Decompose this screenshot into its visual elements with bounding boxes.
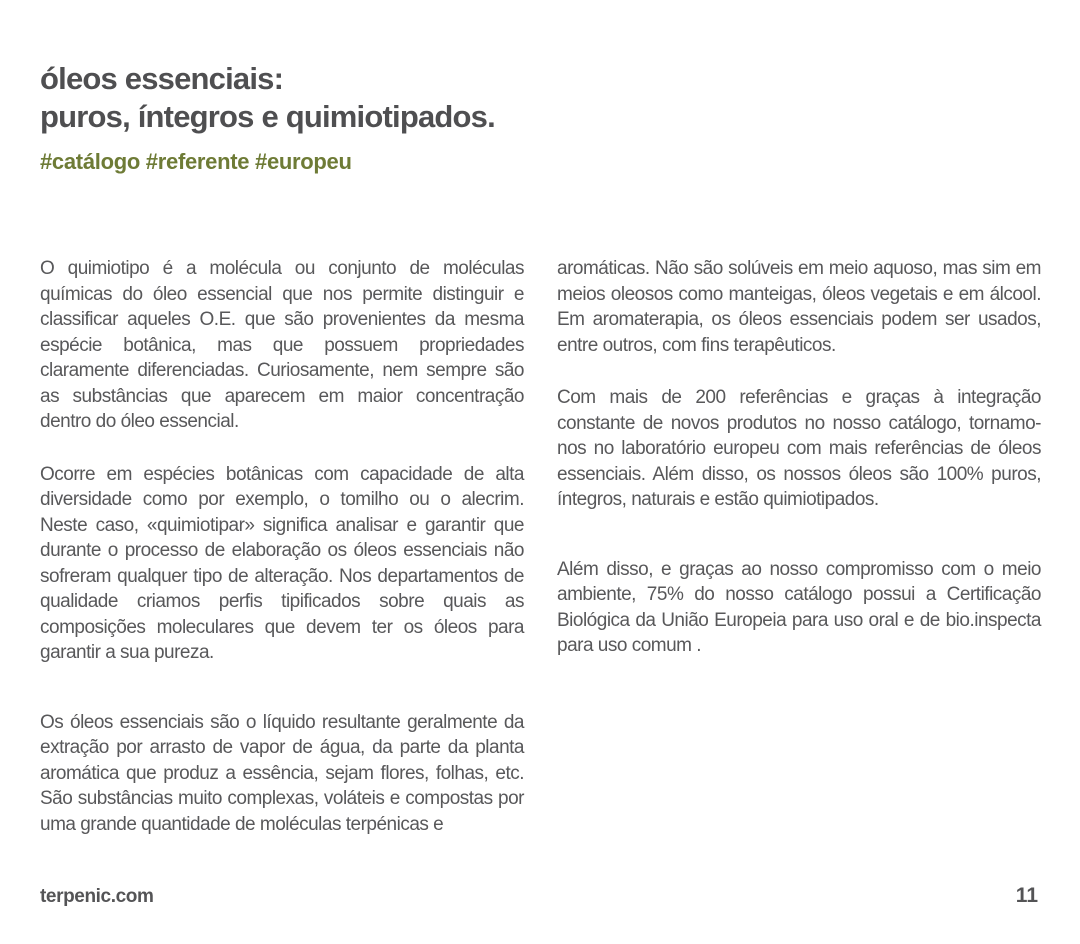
right-column: [557, 256, 1041, 837]
body-paragraph: Os óleos essenciais são o líquido resultante geralmente da extração por arrasto de vapor de água, da parte da planta aromática que produz a essência, sejam flores, folhas, etc. São substâncias muito complexas, voláteis e compostas por uma grande quantidade de moléculas terpénicas e: [40, 711, 524, 835]
body-columns: [40, 256, 1041, 837]
page-footer: [40, 884, 1038, 908]
hashtag-line: #catálogo #referente #europeu: [40, 149, 352, 174]
body-paragraph: Com mais de 200 referências e graças à integração constante de novos produtos no nosso catálogo, tornamo-nos no laboratório europeu com mais referências de óleos essenciais. Além disso, os nossos óleos são 100% puros, íntegros, naturais e estão quimiotipados.: [557, 387, 1041, 510]
page-title-line1: óleos essenciais:: [40, 61, 284, 96]
body-paragraph: aromáticas. Não são solúveis em meio aquoso, mas sim em meios oleosos como manteigas, óleos vegetais e em álcool. Em aromaterapia, os óleos essenciais podem ser usados, entre outros, com fins terapêuticos.: [557, 258, 1041, 356]
body-paragraph: O quimiotipo é a molécula ou conjunto de moléculas químicas do óleo essencial que nos permite distinguir e classificar aqueles O.E. que são provenientes da mesma espécie botânica, mas que possuem propriedades claramente diferenciadas. Curiosamente, nem sempre são as substâncias que aparecem em maior concentração dentro do óleo essencial.: [40, 258, 524, 432]
body-paragraph: Ocorre em espécies botânicas com capacidade de alta diversidade como por exemplo, o tomilho ou o alecrim. Neste caso, «quimiotipar» significa analisar e garantir que durante o processo de elaboração os óleos essenciais não sofreram qualquer tipo de alteração. Nos departamentos de qualidade criamos perfis tipificados sobre quais as composições moleculares que devem ter os óleos para garantir a sua pureza.: [40, 463, 524, 663]
left-column: [40, 256, 524, 837]
footer-site-url: terpenic.com: [40, 886, 154, 907]
body-paragraph: Além disso, e graças ao nosso compromisso com o meio ambiente, 75% do nosso catálogo possui a Certificação Biológica da União Europeia para uso oral e de bio.inspecta para uso comum .: [557, 558, 1041, 656]
page-title-line2: puros, íntegros e quimiotipados.: [40, 99, 495, 134]
page-title: [40, 60, 495, 136]
footer-page-number: 11: [1015, 884, 1038, 907]
